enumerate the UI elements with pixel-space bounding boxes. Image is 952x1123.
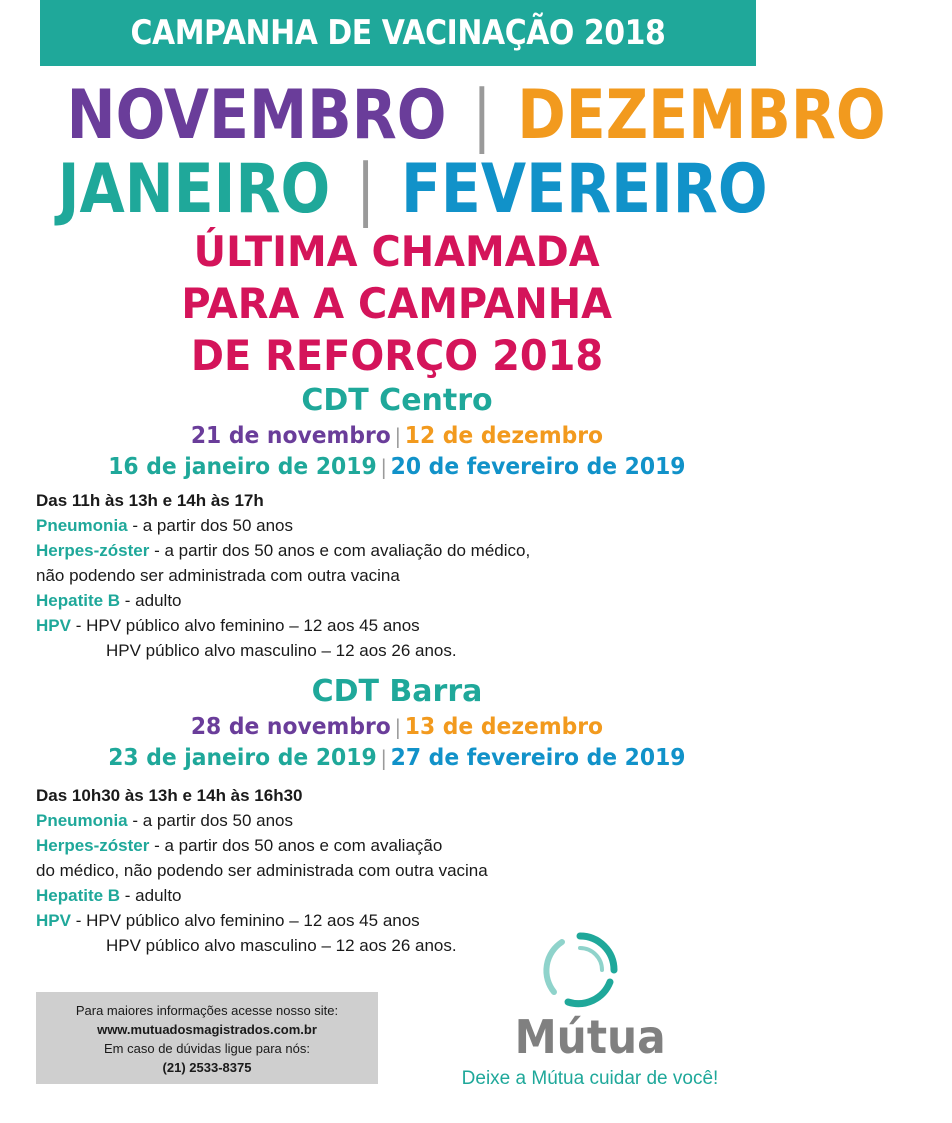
- contact-site-link[interactable]: www.mutuadosmagistrados.com.br: [97, 1022, 317, 1037]
- month-separator: |: [355, 150, 376, 229]
- centro-date-jan: 16 de janeiro de 2019: [108, 454, 377, 480]
- headline-line-1: ÚLTIMA CHAMADA: [194, 227, 600, 276]
- contact-line-3: Em caso de dúvidas ligue para nós:: [104, 1041, 310, 1056]
- barra-dates-1: 28 de novembro | 13 de dezembro: [190, 714, 604, 740]
- campaign-banner: [40, 0, 756, 66]
- centro-title: CDT Centro: [301, 383, 493, 418]
- contact-box: [36, 992, 378, 1084]
- month-separator: |: [472, 76, 492, 155]
- centro-hours: Das 11h às 13h e 14h às 17h: [36, 491, 264, 510]
- contact-phone[interactable]: (21) 2533-8375: [162, 1060, 252, 1075]
- headline-line-2: PARA A CAMPANHA: [181, 279, 613, 328]
- brand-name: Mútua: [514, 1010, 666, 1064]
- centro-dates-1: 21 de novembro | 12 de dezembro: [190, 423, 604, 449]
- month-december: DEZEMBRO: [517, 76, 886, 155]
- banner-title: CAMPANHA DE VACINAÇÃO 2018: [130, 13, 666, 53]
- centro-date-feb: 20 de fevereiro de 2019: [390, 454, 686, 480]
- barra-title: CDT Barra: [311, 674, 483, 709]
- month-november: NOVEMBRO: [66, 76, 447, 155]
- brand-slogan: Deixe a Mútua cuidar de você!: [461, 1068, 719, 1089]
- month-january: JANEIRO: [57, 150, 331, 229]
- contact-line-1: Para maiores informações acesse nosso site:: [75, 1003, 339, 1018]
- centro-info: Das 11h às 13h e 14h às 17h Pneumonia - a partir dos 50 anos Herpes-zóster - a partir dos 50 anos e com avaliação do médico, não podendo ser administrada com outra vacina Hepatite B - adulto HPV - HPV público alvo feminino – 12 aos 45 anos HPV público alvo masculino – 12 aos 26 anos.: [36, 488, 756, 663]
- centro-date-dec: 12 de dezembro: [404, 423, 604, 449]
- barra-date-nov: 28 de novembro: [190, 714, 391, 740]
- barra-info: Das 10h30 às 13h e 14h às 16h30 Pneumonia - a partir dos 50 anos Herpes-zóster - a partir dos 50 anos e com avaliação do médico, não podendo ser administrada com outra vacina Hepatite B - adulto HPV - HPV público alvo feminino – 12 aos 45 anos HPV público alvo masculino – 12 aos 26 anos.: [36, 783, 756, 958]
- barra-date-dec: 13 de dezembro: [404, 714, 604, 740]
- month-february: FEVEREIRO: [400, 150, 768, 229]
- centro-dates-2: 16 de janeiro de 2019 | 20 de fevereiro de 2019: [108, 454, 686, 480]
- barra-dates-2: 23 de janeiro de 2019 | 27 de fevereiro de 2019: [108, 745, 686, 771]
- mutua-logo-icon: [540, 930, 620, 1010]
- months-row-2: [0, 150, 794, 230]
- centro-date-nov: 21 de novembro: [190, 423, 391, 449]
- barra-date-jan: 23 de janeiro de 2019: [108, 745, 377, 771]
- barra-date-feb: 27 de fevereiro de 2019: [390, 745, 686, 771]
- barra-hours: Das 10h30 às 13h e 14h às 16h30: [36, 786, 303, 805]
- headline-line-3: DE REFORÇO 2018: [190, 331, 604, 380]
- months-row-1: [0, 76, 886, 156]
